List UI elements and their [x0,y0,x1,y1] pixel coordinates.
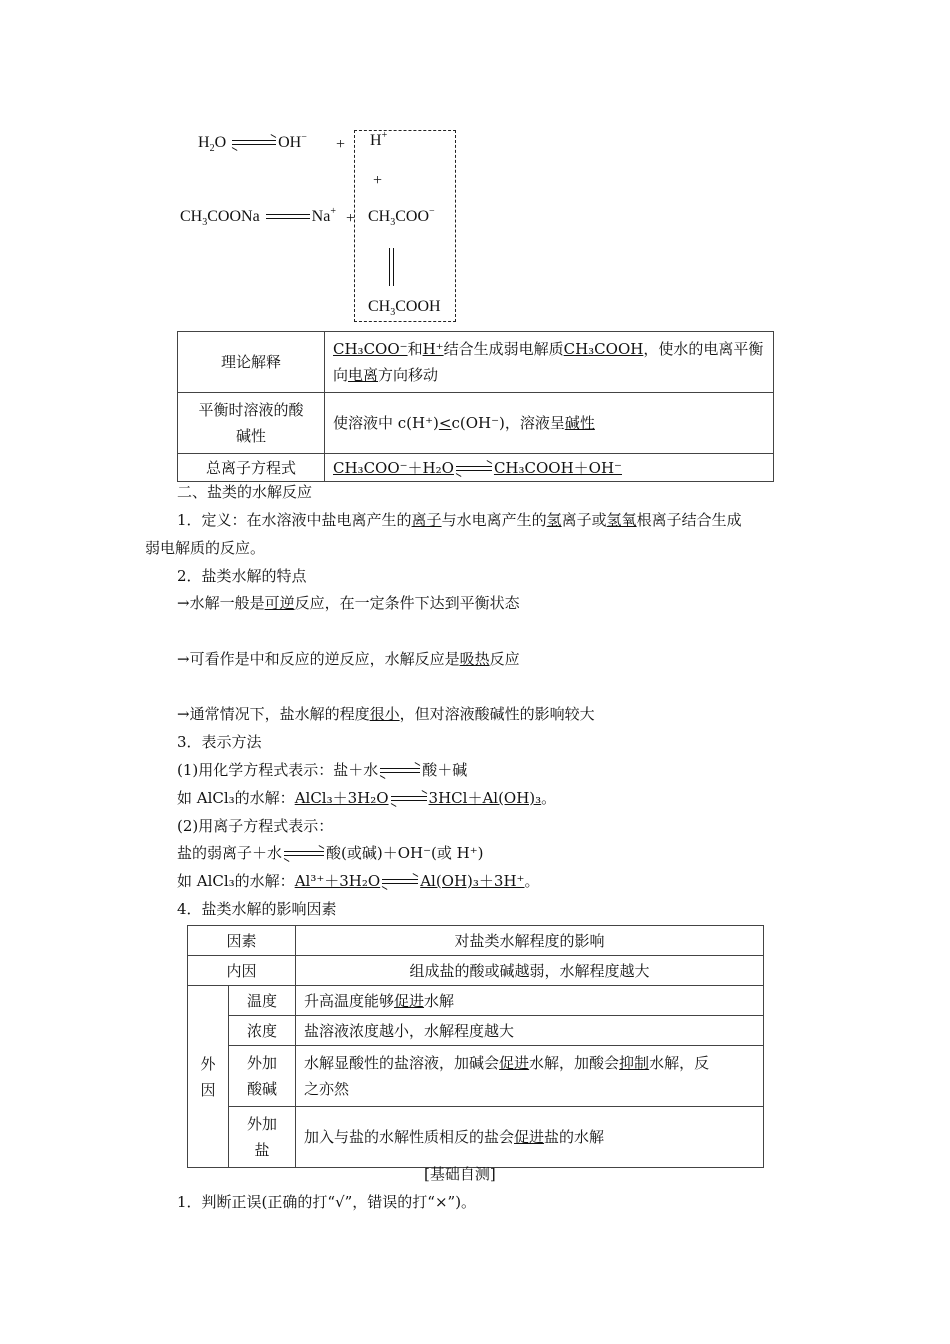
plus-sign: + [336,136,346,153]
header-factor: 因素 [188,926,296,956]
table-row [188,1046,764,1107]
feature-item [177,703,595,724]
concentration-effect: 盐溶液浓度越小，水解程度越大 [296,1016,764,1046]
text: 和 [407,340,423,358]
hydrogen-charge: + [381,130,388,141]
text: ，使水的电离平衡 [643,340,764,358]
text: 使溶液中 c(H⁺) [333,414,439,432]
question-1: 1．判断正误(正确的打“√”，错误的打“×”)。 [177,1193,477,1211]
text: 酸碱 [246,1080,277,1098]
text: 根离子结合生成 [636,511,742,529]
answer-blank: 3HCl＋Al(OH)₃ [428,789,542,807]
row-label: 总离子方程式 [178,454,325,482]
answer-blank: AlCl₃＋3H₂O [294,789,389,807]
text: c(OH⁻)，溶液呈 [451,414,565,432]
acetate-sub: 3 [390,217,396,228]
dashed-highlight-box [354,130,456,322]
acid-answer: CH₃COOH [563,340,644,358]
ionic-equation-title: (2)用离子方程式表示： [177,817,334,835]
text: 外 [200,1054,216,1073]
answer-blank: Al³⁺＋3H₂O [294,872,381,890]
reversible-arrow-icon [284,850,324,858]
row-content [325,332,774,393]
salt-effect [296,1107,764,1168]
text: →水解一般是 [177,594,265,612]
text: 向 [333,366,349,384]
text: →可看作是中和反应的逆反应，水解反应是 [177,650,460,668]
acid-ch: CH [368,298,391,315]
text: 水解，加酸会 [529,1054,620,1072]
ch3coona-sub: 3 [202,217,208,228]
text: →通常情况下，盐水解的程度 [177,705,370,723]
row-label: 理论解释 [178,332,325,393]
acid-base-label [229,1046,296,1107]
row-content [325,393,774,454]
header-effect: 对盐类水解程度的影响 [296,926,764,956]
equation-left: CH₃COO⁻＋H₂O [333,458,454,477]
acetate-coo: COO [395,208,430,225]
h2o-h: H [198,134,210,151]
outer-factor-label [188,986,229,1168]
text: 酸(或碱)＋OH⁻(或 H⁺) [326,844,484,862]
example-line [177,787,556,808]
ionic-equation-line [177,842,484,863]
section-heading: 二、盐类的水解反应 [177,483,313,501]
ch3coona-ch: CH [180,208,203,225]
equals-arrow-icon [266,213,310,221]
text: 反应，在一定条件下达到平衡状态 [294,594,520,612]
table-row [188,986,764,1016]
sodium-charge: + [330,206,336,217]
h2o-sub: 2 [209,143,215,154]
explanation-table [177,331,774,482]
text: (1)用化学方程式表示：盐＋水 [177,761,379,779]
table-row [188,1107,764,1168]
answer-blank: 抑制 [619,1054,650,1072]
text: 离子或 [561,511,607,529]
reversible-arrow-icon [380,767,420,775]
table-row [178,393,774,454]
text: 结合生成弱电解质 [443,340,564,358]
text: 因 [200,1080,216,1099]
h2o-o: O [214,134,227,151]
answer-blank: 促进 [514,1128,545,1146]
reversible-arrow-icon [232,139,276,147]
text: 碱性 [235,427,266,445]
chemical-equation-line [177,759,467,780]
acid-cooh: COOH [395,298,441,315]
definition-line [177,509,742,530]
table-header-row [188,926,764,956]
text: 盐的弱离子＋水 [177,844,283,862]
comparison-answer: < [438,414,452,432]
acetate-answer: CH₃COO⁻ [333,340,408,358]
acetate-ch: CH [368,208,391,225]
text: 酸＋碱 [422,761,468,779]
feature-item [177,648,520,669]
reversible-arrow-icon [391,795,427,803]
text: 与水电离产生的 [441,511,547,529]
text: 。 [524,872,540,890]
answer-blank: 可逆 [264,594,295,612]
text: 如 AlCl₃的水解： [177,789,295,807]
text: 方向移动 [378,366,439,384]
answer-blank: 氢 [546,511,562,529]
temperature-effect [296,986,764,1016]
inner-factor-text: 组成盐的酸或碱越弱，水解程度越大 [296,956,764,986]
table-row [188,1016,764,1046]
temperature-label: 温度 [229,986,296,1016]
row-content [325,454,774,482]
answer-blank: 促进 [394,991,425,1010]
table-row [188,956,764,986]
text: 外加 [246,1115,277,1133]
answer-blank: 吸热 [459,650,490,668]
answer-blank: 氢氧 [606,511,637,529]
text: 。 [541,789,557,807]
equation-right: CH₃COOH＋OH⁻ [493,458,622,477]
answer-blank: 很小 [369,705,400,723]
ionization-answer: 电离 [348,366,379,384]
concentration-label: 浓度 [229,1016,296,1046]
answer-blank: Al(OH)₃＋3H⁺ [420,872,525,890]
answer-blank: 离子 [411,511,442,529]
factors-title: 4．盐类水解的影响因素 [177,900,337,918]
sodium-acetate-equation [180,208,336,226]
text: ，但对溶液酸碱性的影响较大 [399,705,595,723]
definition-continued: 弱电解质的反应。 [145,539,266,557]
hydroxide: OH [278,134,302,151]
text: 1．定义：在水溶液中盐电离产生的 [177,511,412,529]
plus-sign: + [346,210,356,227]
basic-answer: 碱性 [564,414,595,432]
table-row [178,454,774,482]
text: 升高温度能够 [304,991,395,1010]
water-ionization-equation [198,134,307,152]
text: 水解，反 [649,1054,710,1072]
hydroxide-charge: − [301,132,307,143]
text: 如 AlCl₃的水解： [177,872,295,890]
acetate-charge: − [429,206,435,217]
ch3coona-coona: COONa [207,208,260,225]
hydrogen-symbol: H [370,132,382,149]
text: 盐的水解 [544,1128,605,1146]
representation-title: 3．表示方法 [177,733,262,751]
text: 水解显酸性的盐溶液，加碱会 [304,1054,500,1072]
inner-factor-label: 内因 [188,956,296,986]
text: 平衡时溶液的酸 [198,401,304,419]
text: 加入与盐的水解性质相反的盐会 [304,1128,515,1146]
self-test-heading: [基础自测] [424,1165,496,1183]
acid-sub: 3 [390,307,396,318]
text: 盐 [254,1141,270,1159]
reversible-arrow-icon [382,878,418,886]
answer-blank: 促进 [499,1054,530,1072]
acid-base-effect [296,1046,764,1107]
text: 之亦然 [304,1080,350,1098]
plus-sign: + [373,172,383,189]
row-label [178,393,325,454]
text: 反应 [489,650,520,668]
salt-label [229,1107,296,1168]
factors-table [187,925,764,1168]
hydrogen-answer: H⁺ [422,340,444,358]
feature-item [177,592,520,613]
text: 水解 [424,991,455,1010]
features-title: 2．盐类水解的特点 [177,567,307,585]
example-line [177,870,539,891]
sodium-ion: Na [311,208,331,225]
reversible-arrow-icon [456,465,492,473]
text: 外加 [246,1054,277,1072]
table-row [178,332,774,393]
